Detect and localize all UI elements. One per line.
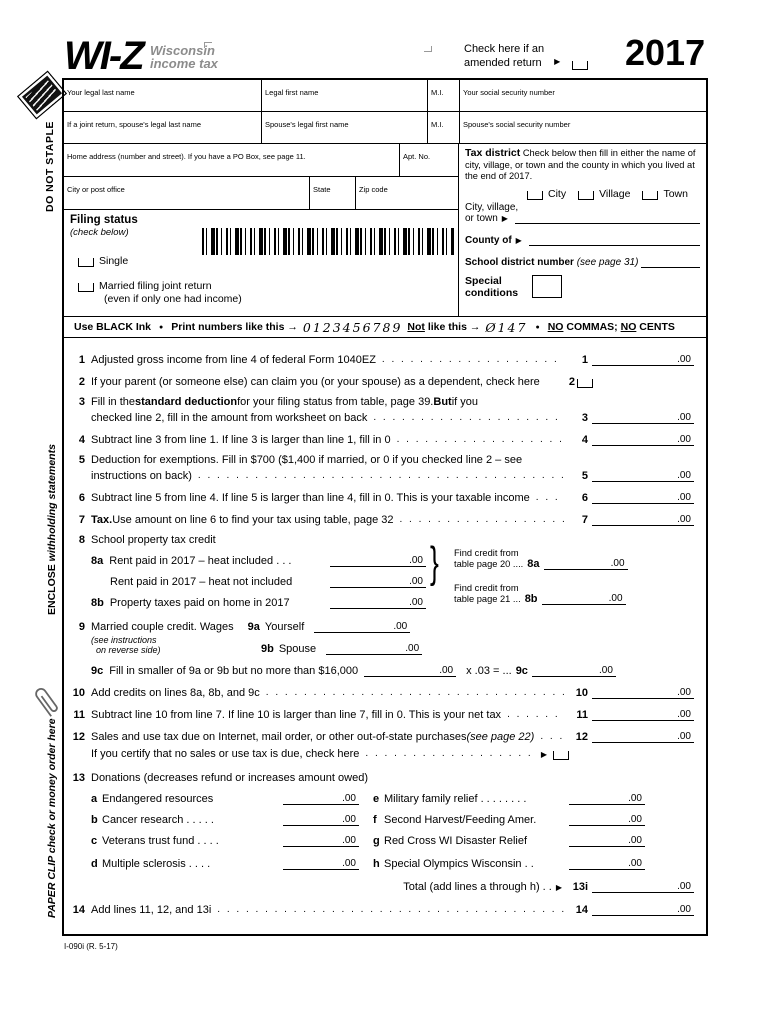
line-8a2-row: Rent paid in 2017 – heat not included .00 (70, 567, 426, 588)
line-6: 6 Subtract line 5 from line 4. If line 5 is larger than line 4, fill in 0. This is your taxable income . . . 6 .00 (70, 482, 694, 504)
donation-d-amount[interactable]: .00 (283, 858, 359, 870)
line-11-amount[interactable]: .00 (592, 709, 694, 721)
line-2: 2 If your parent (or someone else) can claim you (or your spouse) as a dependent, check here 2 (70, 366, 694, 388)
line-6-amount[interactable]: .00 (592, 492, 694, 504)
city-field[interactable] (64, 177, 310, 210)
bullet-icon: ● (535, 323, 540, 331)
donation-row-1: a Endangered resources .00 e Military family relief . . . . . . . . .00 (70, 784, 694, 805)
line-9c-base-amount[interactable]: .00 (364, 665, 456, 677)
tax-district-title: Tax district (465, 147, 521, 159)
line-7: 7 Tax. Use amount on line 6 to find your tax using table, page 32 . . . 7 .00 (70, 504, 694, 526)
right-arrow-icon: ▶ (555, 883, 562, 892)
form-lines (64, 338, 706, 934)
enclose-withholding-label: ENCLOSE withholding statements (46, 444, 58, 615)
tax-district-section (458, 144, 706, 316)
find-credit-8b: Find credit from table page 21 ... 8b .00 (454, 583, 626, 605)
middle-initial-field[interactable] (428, 80, 460, 112)
tax-year: 2017 (625, 32, 706, 73)
line-13: 13 Donations (decreases refund or increases amount owed) (72, 772, 368, 784)
tax-district-description: Tax district Check below then fill in either the name of city, village, or town and the county in which you lived at the end of 2017. (465, 147, 696, 181)
filing-status-title: Filing status (70, 214, 138, 226)
line-13i-amount[interactable]: .00 (592, 881, 694, 893)
city-state-zip-row (64, 177, 458, 210)
line-9a-wages[interactable]: .00 (314, 621, 410, 633)
single-checkbox[interactable] (78, 258, 94, 267)
married-label: Married filing joint return (99, 280, 212, 292)
dotted-leader (198, 470, 564, 481)
spouse-last-name-field[interactable] (64, 112, 262, 144)
line-8: 8 School property tax credit (78, 534, 216, 546)
donation-g-amount[interactable]: .00 (569, 835, 645, 847)
county-label: County of (465, 234, 512, 246)
postage-stamp-icon (17, 71, 67, 120)
donation-c-amount[interactable]: .00 (283, 835, 359, 847)
county-input[interactable] (529, 236, 700, 246)
donation-f-amount[interactable]: .00 (569, 814, 645, 826)
donation-row-4: d Multiple sclerosis . . . . .00 h Special Olympics Wisconsin . . .00 (70, 847, 694, 870)
donation-h-amount[interactable]: .00 (569, 858, 645, 870)
ink-instructions-bar (64, 316, 706, 338)
line-12-certify-row: If you certify that no sales or use tax is due, check here . . . ▶ (70, 743, 694, 760)
first-name-field[interactable] (262, 80, 428, 112)
sample-digits: 0123456789 (302, 319, 403, 335)
field-label: M.I. (431, 120, 444, 129)
line-12: 12 Sales and use tax due on Internet, mail order, or other out-of-state purchases (see page 22) . . . 12 .00 (70, 721, 694, 743)
field-label: Spouse's social security number (463, 120, 571, 129)
line-12-amount[interactable]: .00 (592, 731, 694, 743)
use-black-ink-label: Use BLACK Ink (74, 321, 152, 333)
line-1: 1 Adjusted gross income from line 4 of federal Form 1040EZ . . . 1 .00 (70, 344, 694, 366)
form-body (62, 78, 708, 936)
spouse-name-row (64, 112, 706, 144)
donation-e-amount[interactable]: .00 (569, 793, 645, 805)
married-sublabel: (even if only one had income) (104, 293, 242, 305)
line-1-amount[interactable]: .00 (592, 354, 694, 366)
field-label: Home address (number and street). If you have a PO Box, see page 11. (67, 152, 306, 161)
dotted-leader (217, 904, 564, 915)
school-district-input[interactable] (641, 258, 700, 268)
form-number: I-090i (R. 5-17) (64, 942, 118, 951)
field-label: City or post office (67, 185, 125, 194)
right-arrow-icon: ▶ (515, 235, 522, 245)
address-row (64, 144, 458, 177)
line-8a-amount[interactable]: .00 (544, 558, 628, 570)
line-9b-wages[interactable]: .00 (326, 643, 422, 655)
line-5-amount[interactable]: .00 (592, 470, 694, 482)
filing-status-note: (check below) (70, 227, 129, 238)
line-3-amount[interactable]: .00 (592, 412, 694, 424)
state-field[interactable] (310, 177, 356, 210)
city-checkbox[interactable] (527, 191, 543, 200)
school-district-label: School district number (465, 256, 574, 268)
ssn-field[interactable] (460, 80, 706, 112)
field-label: Zip code (359, 185, 388, 194)
line-14-amount[interactable]: .00 (592, 904, 694, 916)
name-row (64, 80, 706, 112)
amended-return-checkbox[interactable] (572, 61, 588, 70)
line-3: 3 Fill in the standard deduction for your filing status from table, page 39. But if you (78, 396, 478, 408)
dotted-leader (536, 492, 564, 503)
print-registration-mark (204, 42, 212, 48)
city-village-town-input[interactable] (515, 214, 700, 224)
no-commas-label: NO COMMAS; NO CENTS (547, 321, 675, 333)
line-4: 4 Subtract line 3 from line 1. If line 3 is larger than line 1, fill in 0 . . . 4 .00 (70, 424, 694, 446)
school-district-row (465, 257, 700, 268)
zip-code-field[interactable] (356, 177, 458, 210)
line-2-checkbox[interactable] (577, 379, 593, 388)
line-4-amount[interactable]: .00 (592, 434, 694, 446)
print-numbers-label: Print numbers like this → (171, 321, 298, 333)
line-8b-row: 8b Property taxes paid on home in 2017 .00 (70, 588, 426, 609)
line-5-continued: instructions on back) . . . 5 .00 (70, 466, 694, 482)
field-label: Your social security number (463, 88, 555, 97)
field-label: State (313, 185, 331, 194)
field-label: If a joint return, spouse's legal last name (67, 120, 202, 129)
line-9c-row: 9c Fill in smaller of 9a or 9b but no more than $16,000 .00 x .03 = ... 9c .00 (70, 655, 694, 677)
single-option (76, 255, 458, 267)
rent-heat-not-included-amount[interactable]: .00 (330, 576, 426, 588)
town-option-label: Town (663, 187, 688, 200)
dotted-leader (365, 748, 534, 759)
field-label: Your legal last name (67, 88, 135, 97)
dotted-leader (373, 412, 564, 423)
dotted-leader (382, 354, 564, 365)
village-checkbox[interactable] (578, 191, 594, 200)
print-registration-mark (424, 46, 432, 52)
no-sales-tax-checkbox[interactable] (553, 751, 569, 760)
amended-return-label: Check here if an amended return (464, 43, 545, 69)
special-conditions-row (465, 275, 700, 299)
donation-a-amount[interactable]: .00 (283, 793, 359, 805)
dotted-leader (266, 687, 564, 698)
dotted-leader (397, 434, 564, 445)
line-3-continued: checked line 2, fill in the amount from worksheet on back . . . 3 .00 (70, 408, 694, 424)
spouse-middle-initial-field[interactable] (428, 112, 460, 144)
school-district-note: (see page 31) (576, 256, 639, 268)
tax-district-options (525, 188, 700, 200)
donation-total-row: Total (add lines a through h) . . ▶ 13i .00 (70, 870, 694, 893)
line-5: 5 Deduction for exemptions. Fill in $700 ($1,400 if married, or 0 if you checked line 2 – see (78, 454, 523, 466)
line-10-amount[interactable]: .00 (592, 687, 694, 699)
line-9b-row: (see instructions on reverse side) 9b Spouse .00 (70, 633, 540, 655)
form-logo: WI-Z (64, 34, 143, 78)
amended-return-area (464, 42, 593, 70)
special-conditions-label: Special conditions (465, 274, 519, 299)
field-label: M.I. (431, 88, 444, 97)
spouse-first-name-field[interactable] (262, 112, 428, 144)
married-option (76, 280, 458, 292)
line-14: 14 Add lines 11, 12, and 13i . . . 14 .00 (70, 893, 694, 916)
donation-row-3: c Veterans trust fund . . . . .00 g Red Cross WI Disaster Relief .00 (70, 826, 694, 847)
line-7-amount[interactable]: .00 (592, 514, 694, 526)
special-conditions-box[interactable] (532, 275, 562, 298)
line-10: 10 Add credits on lines 8a, 8b, and 9c . . . 10 .00 (70, 677, 694, 699)
subtitle-line2: income tax (150, 56, 218, 71)
subtitle-line1: Wisconsin (150, 43, 215, 58)
dotted-leader (540, 731, 564, 742)
bullet-icon: ● (159, 323, 164, 331)
bad-digits: Ø147 (485, 319, 528, 335)
property-taxes-amount[interactable]: .00 (330, 597, 426, 609)
line-8b-amount[interactable]: .00 (542, 593, 626, 605)
not-like-label: Not like this → (407, 321, 481, 333)
line-8a-row: 8a Rent paid in 2017 – heat included . . . .00 (70, 546, 426, 567)
dotted-leader (400, 514, 565, 525)
line-9-note: (see instructions on reverse side) (91, 635, 161, 655)
city-village-town-label: City, village, (465, 201, 519, 213)
right-arrow-icon: ▶ (554, 57, 561, 66)
city-option-label: City (548, 187, 567, 200)
town-checkbox[interactable] (642, 191, 658, 200)
village-option-label: Village (599, 187, 631, 200)
county-row (465, 235, 700, 246)
single-label: Single (99, 255, 129, 267)
do-not-staple-label: DO NOT STAPLE (44, 121, 56, 212)
spouse-ssn-field[interactable] (460, 112, 706, 144)
field-label: Apt. No. (403, 152, 431, 161)
donation-row-2: b Cancer research . . . . . .00 f Second Harvest/Feeding Amer. .00 (70, 805, 694, 826)
dotted-leader (507, 709, 564, 720)
apt-number-field[interactable] (400, 144, 458, 177)
right-arrow-icon: ▶ (540, 750, 547, 759)
married-checkbox[interactable] (78, 283, 94, 292)
city-village-town-row: or town ▶ (465, 213, 700, 224)
barcode (202, 228, 454, 255)
paper-clip-label: PAPER CLIP check or money order here (46, 718, 58, 918)
last-name-field[interactable] (64, 80, 262, 112)
line-11: 11 Subtract line 10 from line 7. If line 10 is larger than line 7, fill in 0. This is your net tax . . . 11 .00 (70, 699, 694, 721)
line-9c-amount[interactable]: .00 (532, 665, 616, 677)
donation-b-amount[interactable]: .00 (283, 814, 359, 826)
field-label: Spouse's legal first name (265, 120, 349, 129)
filing-status-section (64, 210, 458, 316)
right-arrow-icon: ▶ (501, 213, 508, 223)
rent-heat-included-amount[interactable]: .00 (330, 555, 426, 567)
find-credit-8a: Find credit from table page 20 .... 8a .00 (454, 548, 628, 570)
brace-glyph: } (429, 538, 439, 587)
field-label: Legal first name (265, 88, 319, 97)
home-address-field[interactable] (64, 144, 400, 177)
line-9: 9 Married couple credit. Wages 9a Yourself .00 (70, 609, 550, 633)
